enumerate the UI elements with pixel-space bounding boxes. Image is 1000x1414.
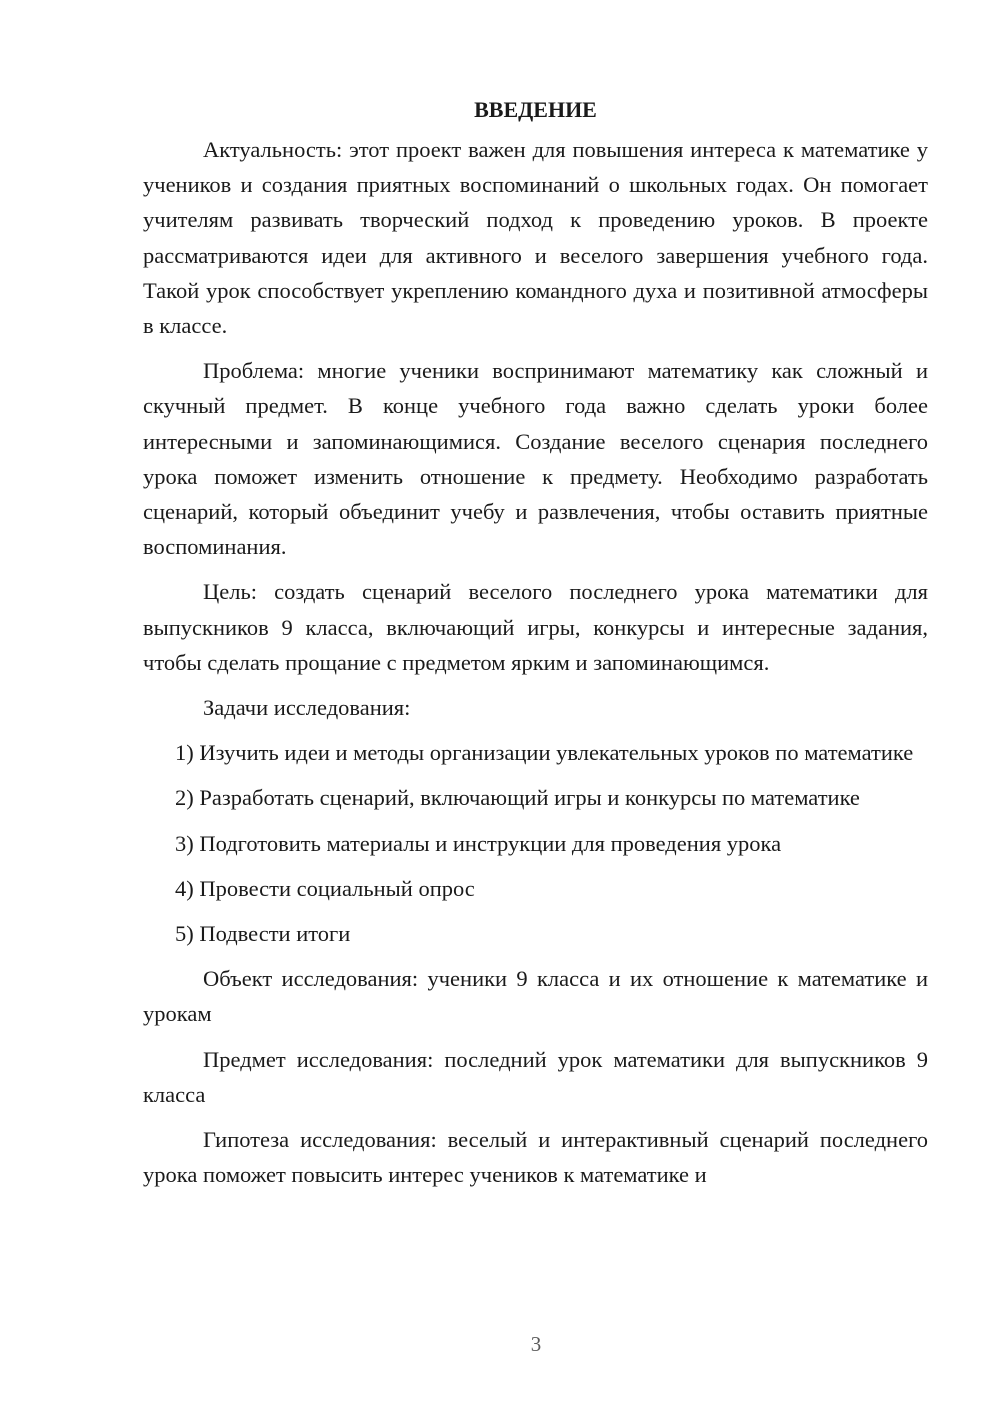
- task-item: 3) Подготовить материалы и инструкции для проведения урока: [175, 830, 782, 856]
- task-item: 5) Подвести итоги: [175, 921, 351, 947]
- paragraph-problem: Проблема: многие ученики воспринимают математику как сложный и скучный предмет. В конце учебного года важно сделать уроки более интересными и запоминающимися. Создание веселого сценария последнего урока поможет изменить отношение к предмету. Необходимо разработать сценарий, который объединит учебу и развлечения, чтобы оставить приятные воспоминания.: [143, 358, 928, 560]
- section-title: ВВЕДЕНИЕ: [474, 97, 597, 122]
- paragraph-subject: Предмет исследования: последний урок математики для выпускников 9 класса: [143, 1046, 928, 1107]
- paragraph-goal: Цель: создать сценарий веселого последнего урока математики для выпускников 9 класса, включающий игры, конкурсы и интересные задания, чтобы сделать прощание с предметом ярким и запоминающимся.: [143, 579, 928, 675]
- paragraph-relevance: Актуальность: этот проект важен для повышения интереса к математике у учеников и создания приятных воспоминаний о школьных годах. Он помогает учителям развивать творческий подход к проведению уроков. В проекте рассматриваются идеи для активного и веселого завершения учебного года. Такой урок способствует укреплению командного духа и позитивной атмосферы в классе.: [143, 137, 928, 339]
- page-number: 3: [530, 1332, 542, 1356]
- task-item: 2) Разработать сценарий, включающий игры и конкурсы по математике: [175, 785, 860, 811]
- task-item: 4) Провести социальный опрос: [175, 875, 475, 901]
- paragraph-object: Объект исследования: ученики 9 класса и их отношение к математике и урокам: [143, 966, 928, 1027]
- document-page: [143, 92, 928, 1192]
- paragraph-tasks-heading: Задачи исследования:: [203, 695, 411, 721]
- task-item: 1) Изучить идеи и методы организации увлекательных уроков по математике: [175, 740, 914, 766]
- paragraph-hypothesis: Гипотеза исследования: веселый и интерактивный сценарий последнего урока поможет повысить интерес учеников к математике и: [143, 1127, 928, 1188]
